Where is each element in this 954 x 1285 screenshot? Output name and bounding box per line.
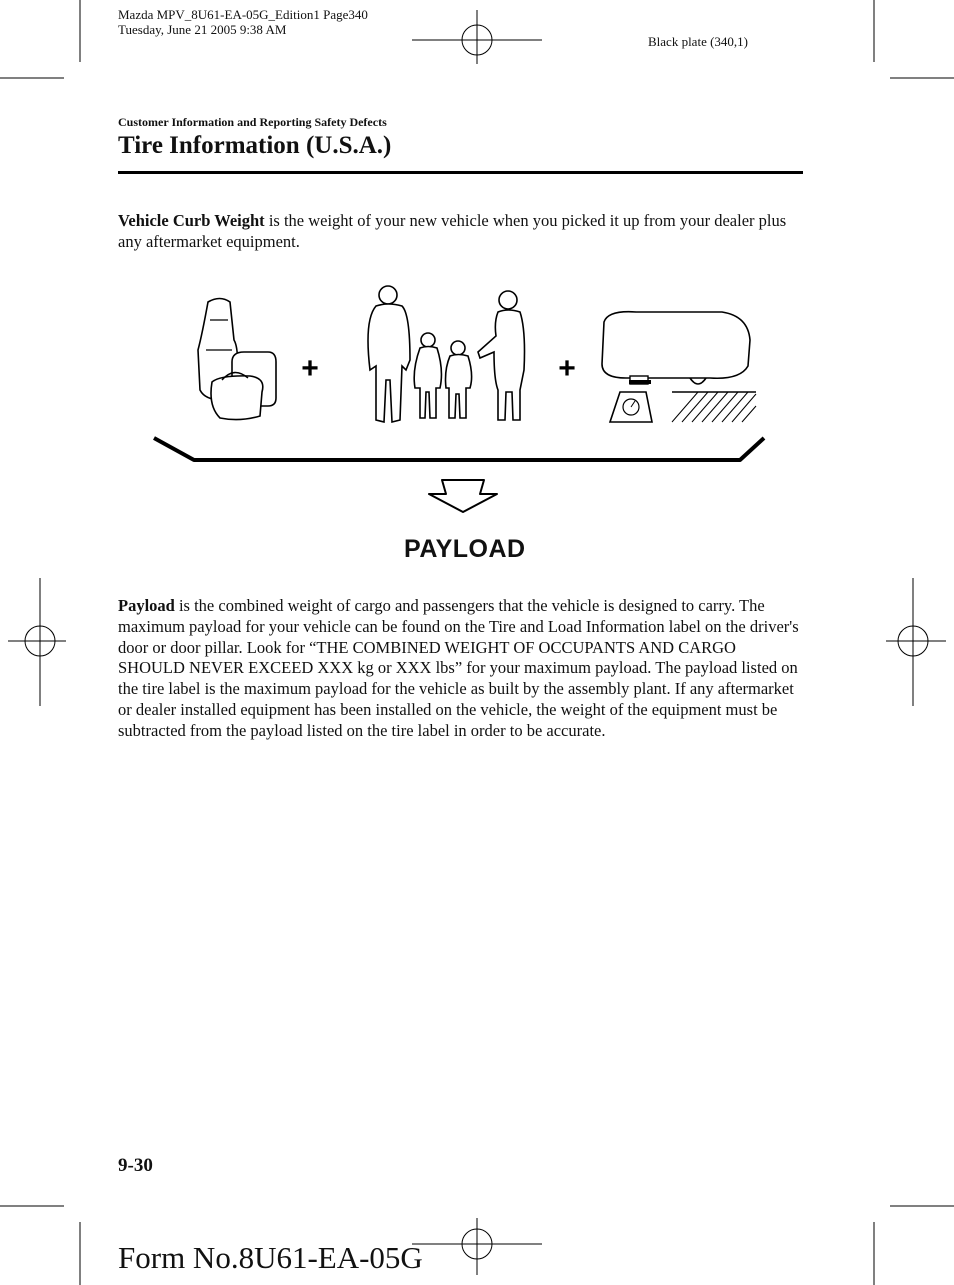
title-rule bbox=[118, 171, 803, 174]
passengers-icon bbox=[368, 286, 525, 422]
payload-text: is the combined weight of cargo and passengers that the vehicle is designed to carry. The maximum payload for your vehicle can be found on the Tire and Load Information label on the driver's door or door pillar. Look for “THE COMBINED WEIGHT OF OCCUPANTS AND CARGO SHOULD NEVER EXCEED XXX kg or XXX lbs” for your maximum payload. The payload listed on the tire label is the maximum payload for the vehicle as built by the assembly plant. If any aftermarket or dealer installed equipment has been installed on the vehicle, the weight of the equipment must be subtracted from the payload listed on the tire label in order to be accurate. bbox=[118, 596, 799, 740]
payload-illustration bbox=[150, 280, 770, 520]
down-arrow-icon bbox=[429, 480, 497, 512]
luggage-icon bbox=[198, 299, 276, 420]
page-title: Tire Information (U.S.A.) bbox=[118, 132, 392, 159]
section-label: Customer Information and Reporting Safety Defects bbox=[118, 115, 387, 129]
vehicle-scale-icon bbox=[602, 312, 756, 422]
print-header bbox=[118, 7, 368, 37]
page-number: 9-30 bbox=[118, 1155, 153, 1176]
plus-sign-2: + bbox=[558, 352, 576, 385]
print-header-date: Tuesday, June 21 2005 9:38 AM bbox=[118, 22, 287, 37]
form-number: Form No.8U61-EA-05G bbox=[118, 1240, 423, 1275]
summation-brace bbox=[154, 438, 764, 460]
payload-label: PAYLOAD bbox=[404, 535, 526, 563]
curb-weight-paragraph bbox=[118, 211, 803, 253]
payload-paragraph bbox=[118, 596, 803, 742]
payload-term: Payload bbox=[118, 596, 175, 615]
plus-sign-1: + bbox=[301, 352, 319, 385]
curb-weight-text: is the weight of your new vehicle when you picked it up from your dealer plus any aftermarket equipment. bbox=[118, 211, 787, 251]
curb-weight-term: Vehicle Curb Weight bbox=[118, 211, 265, 230]
print-header-file: Mazda MPV_8U61-EA-05G_Edition1 Page340 bbox=[118, 7, 368, 22]
plate-label: Black plate (340,1) bbox=[648, 34, 748, 49]
